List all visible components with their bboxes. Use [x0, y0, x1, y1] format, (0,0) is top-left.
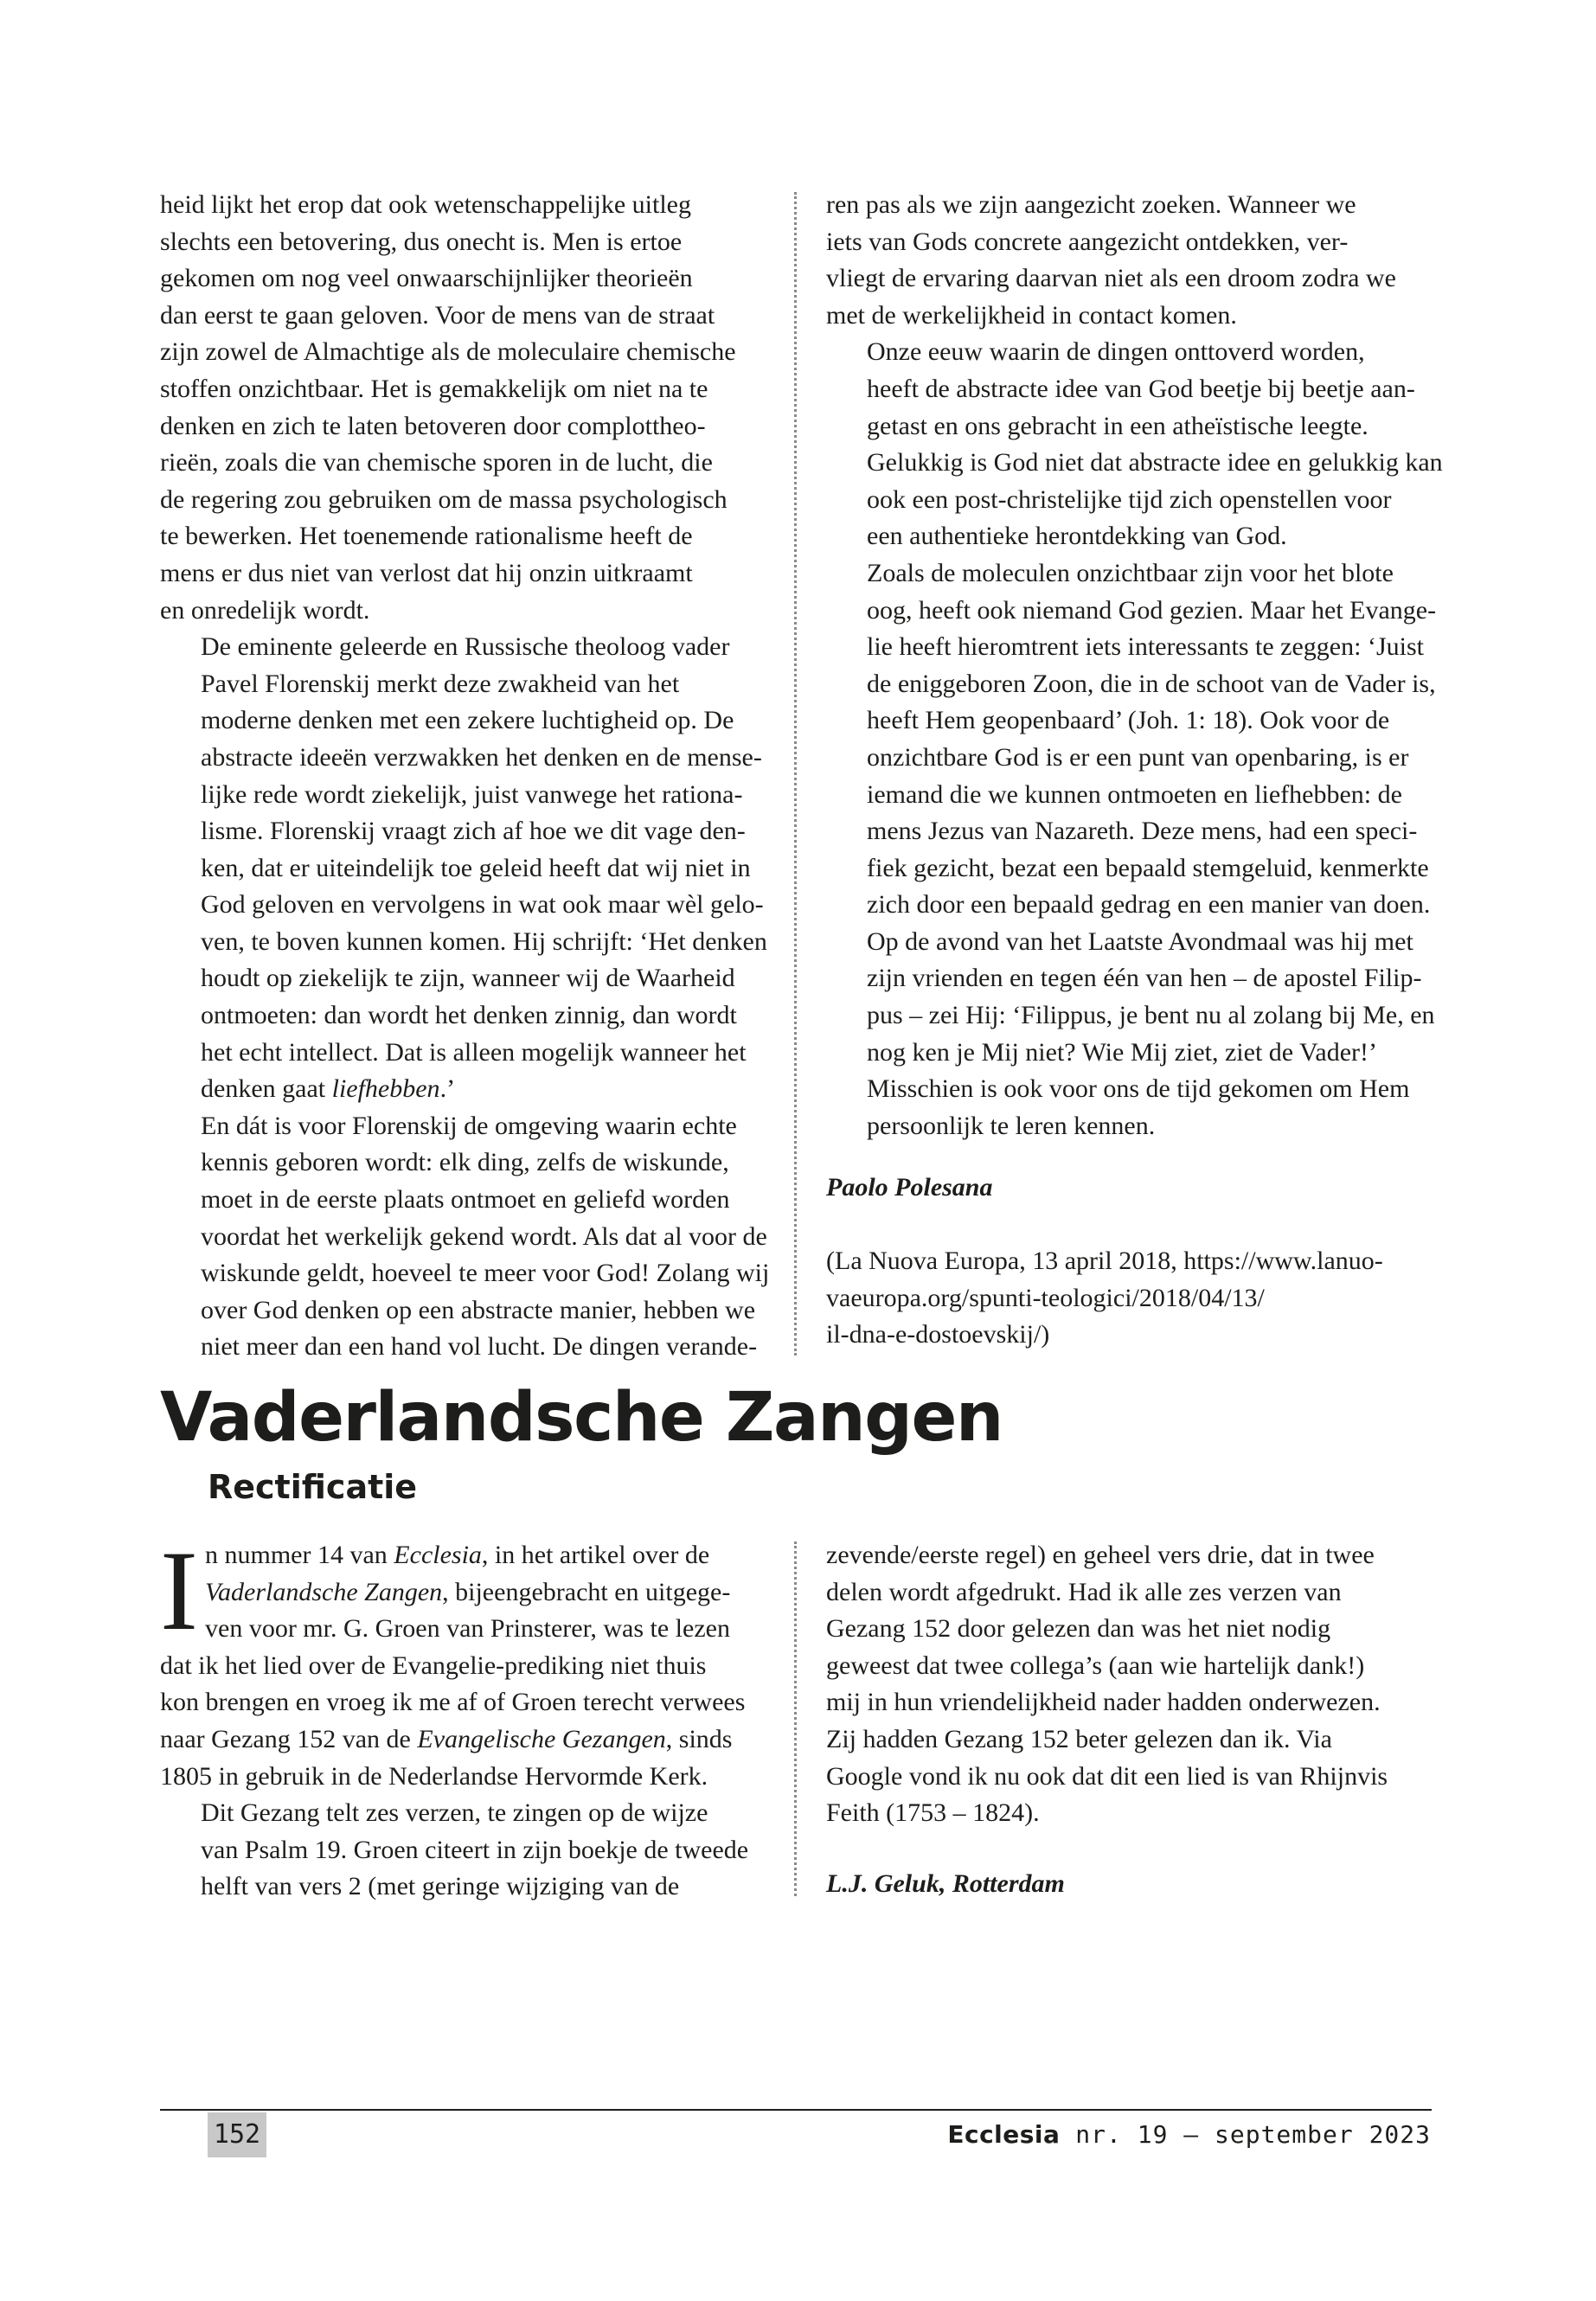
text-run: 1805 in gebruik in de Nederlandse Hervormde Kerk. — [160, 1761, 708, 1791]
paragraph — [160, 1108, 770, 1366]
text-line: Zoals de moleculen onzichtbaar zijn voor het blote — [867, 558, 1394, 587]
text-line: te bewerken. Het toenemende rationalisme heeft de — [160, 522, 693, 551]
text-line: en onredelijk wordt. — [160, 595, 370, 625]
paragraph — [160, 629, 770, 1108]
text-line: rieën, zoals die van chemische sporen in de lucht, die — [160, 448, 713, 478]
text-line: ook een post-christelijke tijd zich openstellen voor — [867, 484, 1392, 514]
issue-info: nr. 19 – september 2023 — [1060, 2120, 1431, 2149]
text-line: een authentieke herontdekking van God. — [867, 522, 1287, 551]
source-line: vaeuropa.org/spunti-teologici/2018/04/13/ — [826, 1283, 1265, 1312]
journal-issue — [947, 2112, 1431, 2157]
text-line: stoffen onzichtbaar. Het is gemakkelijk om niet na te — [160, 374, 708, 403]
text-line: vliegt de ervaring daarvan niet als een droom zodra we — [826, 264, 1396, 293]
text-line: oog, heeft ook niemand God gezien. Maar het Evange- — [867, 595, 1437, 625]
text-line: heeft de abstracte idee van God beetje bij beetje aan- — [867, 374, 1415, 403]
text-line: de eniggeboren Zoon, die in de schoot van de Vader is, — [867, 669, 1436, 698]
text-run: kon brengen en vroeg ik me af of Groen terecht verwees — [160, 1688, 746, 1717]
footer-rule — [160, 2109, 1432, 2111]
text-line: fiek gezicht, bezat een bepaald stemgeluid, kenmerkte — [867, 853, 1429, 882]
text-line — [160, 1574, 770, 1612]
text-line: over God denken op een abstracte manier, hebben we — [201, 1295, 756, 1324]
journal-name: Ecclesia — [947, 2120, 1061, 2149]
article1-left-column — [160, 187, 770, 1366]
text-line: slechts een betovering, dus onecht is. Men is ertoe — [160, 227, 683, 256]
text-line: Zij hadden Gezang 152 beter gelezen dan ik. Via — [826, 1724, 1332, 1753]
text-line — [160, 1537, 770, 1574]
text-line: moet in de eerste plaats ontmoet en geliefd worden — [201, 1185, 730, 1215]
paragraph — [826, 1071, 1436, 1144]
text-run: n nummer 14 van — [205, 1541, 394, 1569]
article2-left-column — [160, 1537, 770, 1906]
article1-source — [826, 1243, 1436, 1354]
paragraph — [826, 187, 1436, 334]
text-line: zijn zowel de Almachtige als de moleculaire chemische — [160, 337, 736, 367]
text-line — [160, 1721, 770, 1759]
text-line — [160, 1684, 770, 1721]
article1-right-column — [826, 187, 1443, 1144]
text-line: lie heeft hieromtrent iets interessants te zeggen: ‘Juist — [867, 632, 1424, 662]
text-line: houdt op ziekelijk te zijn, wanneer wij de Waarheid — [201, 964, 735, 993]
text-line: mens er dus niet van verlost dat hij onzin uitkraamt — [160, 558, 693, 587]
text-line: Misschien is ook voor ons de tijd gekomen om Hem — [867, 1074, 1410, 1104]
text-line: De eminente geleerde en Russische theoloog vader — [201, 632, 730, 662]
text-line: onzichtbare God is er een punt van openbaring, is er — [867, 742, 1409, 772]
text-line: dan eerst te gaan geloven. Voor de mens van de straat — [160, 300, 715, 330]
text-line: getast en ons gebracht in een atheïstische leegte. — [867, 411, 1368, 440]
text-line: Google vond ik nu ook dat dit een lied is van Rhijnvis — [826, 1761, 1388, 1791]
article1-signature-block — [826, 1170, 1432, 1207]
text-line — [160, 1759, 770, 1796]
text-run: .’ — [439, 1074, 456, 1104]
column-divider-top — [794, 192, 797, 1356]
page-number: 152 — [208, 2112, 266, 2157]
text-run: denken gaat — [201, 1074, 332, 1104]
text-line: van Psalm 19. Groen citeert in zijn boekje de tweede — [201, 1835, 749, 1864]
text-line: ontmoeten: dan wordt het denken zinnig, dan wordt — [201, 1001, 737, 1030]
text-line: heid lijkt het erop dat ook wetenschappelijke uitleg — [160, 190, 691, 219]
text-line: geweest dat twee collega’s (aan wie hartelijk dank!) — [826, 1650, 1365, 1680]
text-line: niet meer dan een hand vol lucht. De dingen verande- — [201, 1332, 758, 1362]
drop-cap: I — [160, 1527, 198, 1654]
text-line: delen wordt afgedrukt. Had ik alle zes verzen van — [826, 1577, 1342, 1606]
text-line: ven, te boven kunnen komen. Hij schrijft: ‘Het denken — [201, 926, 767, 956]
text-line: ken, dat er uiteindelijk toe geleid heeft dat wij niet in — [201, 853, 751, 882]
text-line: lijke rede wordt ziekelijk, juist vanwege het rationa- — [201, 779, 743, 809]
text-line: iets van Gods concrete aangezicht ontdekken, ver- — [826, 227, 1349, 256]
text-line: Op de avond van het Laatste Avondmaal was hij met — [867, 926, 1413, 956]
text-run: dat ik het lied over de Evangelie-prediking niet thuis — [160, 1650, 707, 1680]
text-line: Feith (1753 – 1824). — [826, 1798, 1040, 1828]
paragraph — [160, 1795, 770, 1906]
text-line: lisme. Florenskij vraagt zich af hoe we dit vage den- — [201, 817, 746, 846]
text-line: Dit Gezang telt zes verzen, te zingen op de wijze — [201, 1798, 708, 1828]
source-line: il-dna-e-dostoevskij/) — [826, 1320, 1050, 1349]
text-line — [160, 1611, 770, 1648]
text-run: , sinds — [665, 1724, 733, 1753]
text-line: heeft Hem geopenbaard’ (Joh. 1: 18). Ook voor de — [867, 706, 1390, 735]
text-line: God geloven en vervolgens in wat ook maar wèl gelo- — [201, 890, 764, 920]
article1-author: Paolo Polesana — [826, 1173, 993, 1202]
text-line: wiskunde geldt, hoeveel te meer voor God! Zolang wij — [201, 1259, 770, 1288]
article2-subtitle: Rectificatie — [208, 1468, 418, 1506]
emphasis-text: Evangelische Gezangen — [417, 1724, 666, 1753]
text-line: iemand die we kunnen ontmoeten en liefhebben: de — [867, 779, 1402, 809]
paragraph — [826, 555, 1436, 1071]
text-line: de regering zou gebruiken om de massa psychologisch — [160, 484, 727, 514]
paragraph — [826, 334, 1443, 555]
paragraph — [160, 187, 770, 629]
article2-author: L.J. Geluk, Rotterdam — [826, 1869, 1065, 1898]
text-line: gekomen om nog veel onwaarschijnlijker theorieën — [160, 264, 693, 293]
paragraph — [160, 1537, 770, 1795]
text-line: nog ken je Mij niet? Wie Mij ziet, ziet de Vader!’ — [867, 1037, 1377, 1067]
text-line: mij in hun vriendelijkheid nader hadden onderwezen. — [826, 1688, 1381, 1717]
text-line: Pavel Florenskij merkt deze zwakheid van het — [201, 669, 680, 698]
text-line: denken en zich te laten betoveren door complottheo- — [160, 411, 706, 440]
text-line: mens Jezus van Nazareth. Deze mens, had een speci- — [867, 817, 1418, 846]
text-line: met de werkelijkheid in contact komen. — [826, 300, 1237, 330]
text-line: ren pas als we zijn aangezicht zoeken. Wanneer we — [826, 190, 1356, 219]
text-run: , in het artikel over de — [481, 1541, 710, 1569]
text-line: voordat het werkelijk gekend wordt. Als dat al voor de — [201, 1221, 767, 1251]
emphasis-text: liefhebben — [331, 1074, 440, 1104]
article2-signature-block — [826, 1866, 1432, 1903]
text-line: kennis geboren wordt: elk ding, zelfs de wiskunde, — [201, 1148, 729, 1177]
text-line: Gelukkig is God niet dat abstracte idee en gelukkig kan — [867, 448, 1443, 478]
text-line: helft van vers 2 (met geringe wijziging van de — [201, 1872, 680, 1901]
source-line: (La Nuova Europa, 13 april 2018, https://www.lanuo- — [826, 1247, 1383, 1275]
text-line — [160, 1648, 770, 1685]
text-line: abstracte ideeën verzwakken het denken en de mense- — [201, 742, 762, 772]
text-line — [160, 1071, 770, 1108]
text-run: ven voor mr. G. Groen van Prinsterer, was te lezen — [205, 1614, 730, 1644]
paragraph — [826, 1243, 1436, 1354]
emphasis-text: Ecclesia — [394, 1541, 482, 1569]
text-line: moderne denken met een zekere luchtigheid op. De — [201, 706, 734, 735]
emphasis-text: Vaderlandsche Zangen — [205, 1577, 443, 1606]
text-line: Onze eeuw waarin de dingen onttoverd worden, — [867, 337, 1365, 367]
text-line: zich door een bepaald gedrag en een manier van doen. — [867, 890, 1431, 920]
text-line: zevende/eerste regel) en geheel vers drie, dat in twee — [826, 1541, 1375, 1569]
article2-right-column — [826, 1537, 1436, 1832]
paragraph — [826, 1537, 1436, 1832]
article2-title: Vaderlandsche Zangen — [160, 1379, 1003, 1457]
text-line: het echt intellect. Dat is alleen mogelijk wanneer het — [201, 1037, 747, 1067]
text-line: persoonlijk te leren kennen. — [867, 1111, 1156, 1140]
text-line: pus – zei Hij: ‘Filippus, je bent nu al zolang bij Me, en — [867, 1001, 1435, 1030]
column-divider-bottom — [794, 1541, 797, 1896]
text-line: Gezang 152 door gelezen dan was het niet nodig — [826, 1614, 1331, 1644]
text-line: zijn vrienden en tegen één van hen – de apostel Filip- — [867, 964, 1422, 993]
text-line: En dát is voor Florenskij de omgeving waarin echte — [201, 1111, 737, 1140]
text-run: naar Gezang 152 van de — [160, 1724, 418, 1753]
text-run: , bijeengebracht en uitgege- — [442, 1577, 731, 1606]
